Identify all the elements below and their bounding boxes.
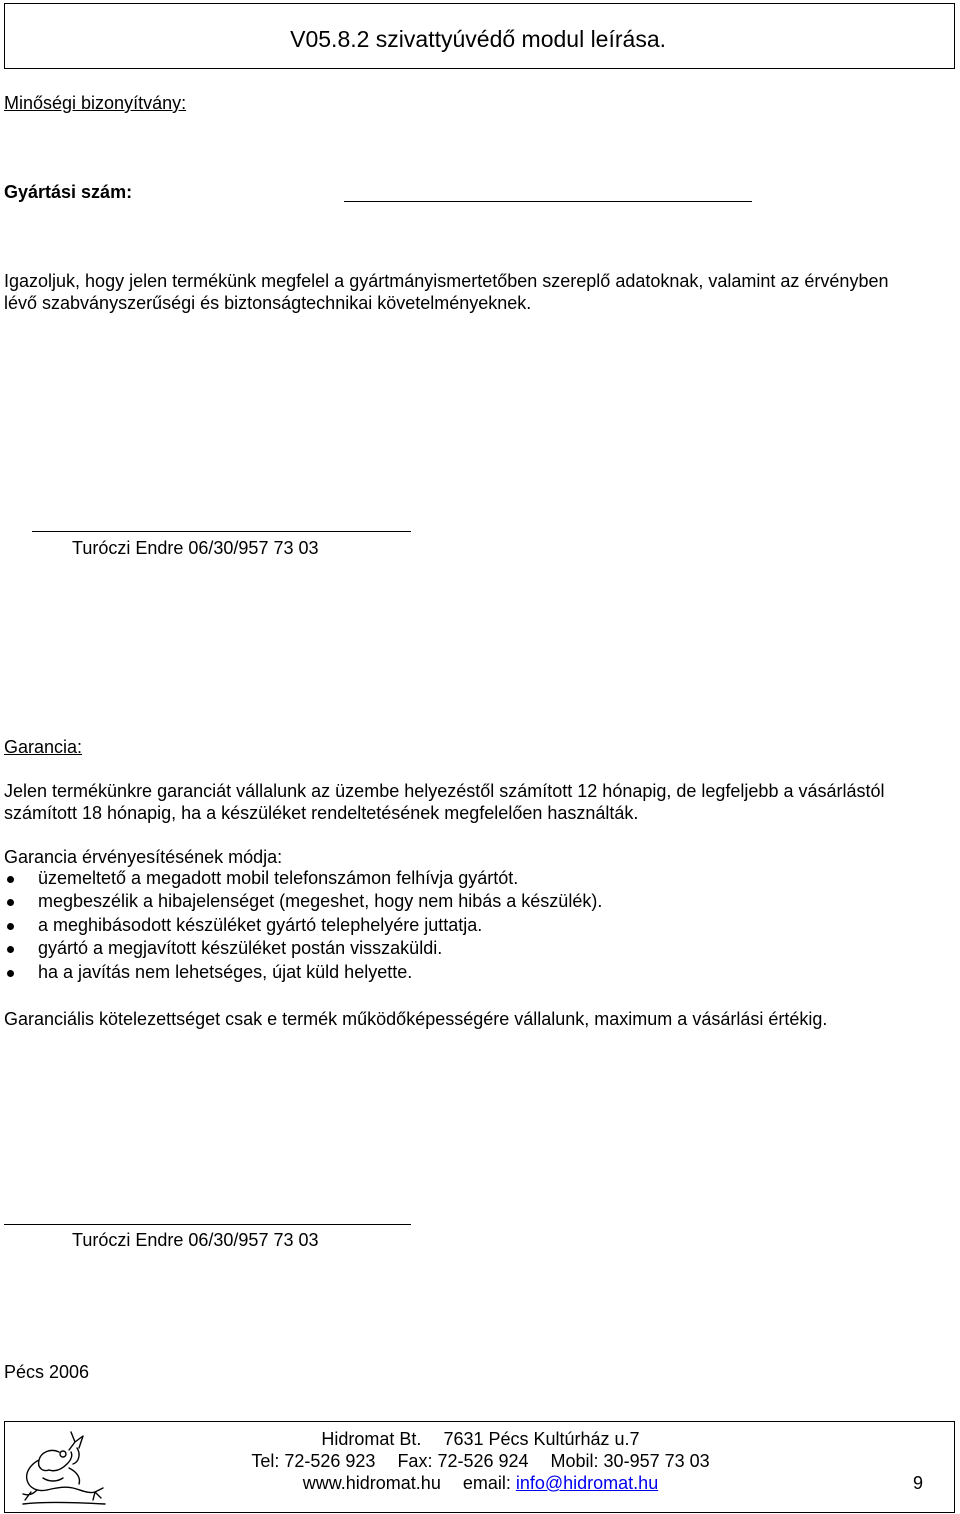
list-item: [4, 890, 602, 913]
mobile-number: Mobil: 30-957 73 03: [550, 1451, 710, 1471]
bullet-icon: [7, 946, 14, 953]
warranty-procedure-heading: Garancia érvényesítésének módja:: [4, 847, 283, 867]
list-item: [4, 914, 602, 937]
warranty-steps-list: [4, 867, 602, 984]
step-text: megbeszélik a hibajelenséget (megeshet, hogy nem hibás a készülék).: [38, 891, 603, 912]
signature-line-2: [4, 1224, 411, 1225]
company-address: 7631 Pécs Kultúrház u.7: [443, 1429, 640, 1449]
certificate-heading: Minőségi bizonyítvány:: [4, 93, 187, 113]
warranty-text-line2: számított 18 hónapig, ha a készüléket rendeltetésének megfelelően használták.: [4, 803, 639, 823]
list-item: [4, 961, 602, 984]
certificate-statement-line2: lévő szabványszerűségi és biztonságtechnikai követelményeknek.: [4, 293, 532, 313]
footer-company-line: [5, 1428, 956, 1450]
signature-1: Turóczi Endre 06/30/957 73 03: [72, 538, 319, 558]
step-text: gyártó a megjavított készüléket postán visszaküldi.: [38, 938, 443, 959]
footer-web-line: [5, 1472, 956, 1494]
serial-number-label: Gyártási szám:: [4, 182, 133, 202]
place-date: Pécs 2006: [4, 1362, 90, 1382]
company-name: Hidromat Bt.: [321, 1429, 422, 1449]
bullet-icon: [7, 970, 14, 977]
fax-number: Fax: 72-526 924: [397, 1451, 529, 1471]
document-footer: [4, 1421, 955, 1513]
website: www.hidromat.hu: [302, 1473, 441, 1493]
bullet-icon: [7, 876, 14, 883]
bullet-icon: [7, 923, 14, 930]
bullet-icon: [7, 899, 14, 906]
warranty-heading: Garancia:: [4, 737, 83, 757]
document-header: [4, 3, 955, 69]
signature-2: Turóczi Endre 06/30/957 73 03: [72, 1230, 319, 1250]
footer-contact-line: [5, 1450, 956, 1472]
page-number: 9: [912, 1473, 923, 1493]
document-title: V05.8.2 szivattyúvédő modul leírása.: [290, 26, 666, 52]
email-label: email:: [462, 1473, 511, 1493]
email-link[interactable]: info@hidromat.hu: [515, 1473, 659, 1493]
warranty-liability: Garanciális kötelezettséget csak e termék működőképességére vállalunk, maximum a vásárlási értékig.: [4, 1009, 828, 1029]
step-text: a meghibásodott készüléket gyártó telephelyére juttatja.: [38, 914, 483, 935]
phone-number: Tel: 72-526 923: [251, 1451, 376, 1471]
serial-number-line: [344, 201, 752, 202]
step-text: üzemeltető a megadott mobil telefonszámon felhívja gyártót.: [38, 868, 519, 888]
list-item: [4, 867, 602, 890]
signature-line-1: [32, 531, 411, 532]
certificate-statement-line1: Igazoljuk, hogy jelen termékünk megfelel a gyártmányismertetőben szereplő adatoknak, valamint az érvényben: [4, 271, 889, 291]
step-text: ha a javítás nem lehetséges, újat küld helyette.: [38, 961, 413, 982]
list-item: [4, 937, 602, 960]
warranty-text-line1: Jelen termékünkre garanciát vállalunk az üzembe helyezéstől számított 12 hónapig, de legfeljebb a vásárlástól: [4, 781, 885, 801]
